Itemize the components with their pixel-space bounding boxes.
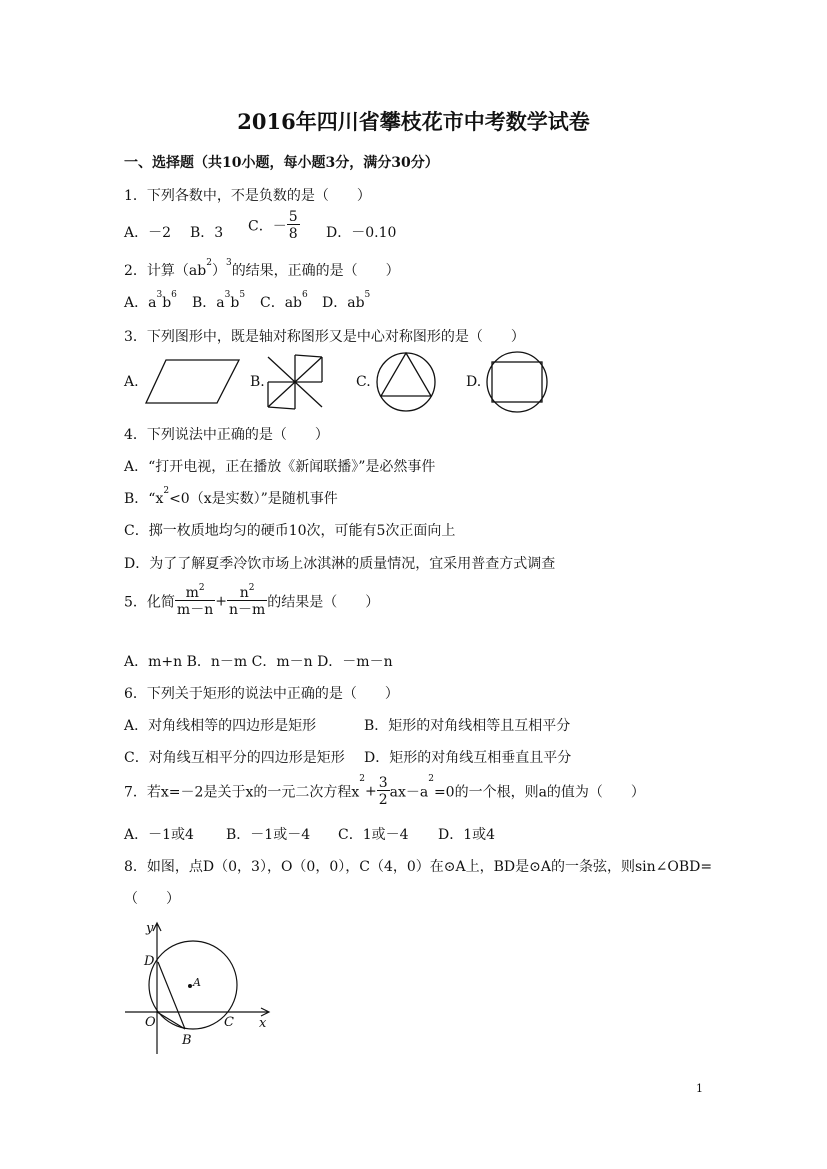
q7-option-d: D．1或4	[438, 827, 496, 843]
q6-option-b: B．矩形的对角线相等且互相平分	[364, 718, 571, 734]
q5-f1-num	[175, 583, 215, 601]
q1-fraction	[287, 210, 300, 241]
q2-d-sup: 5	[364, 290, 371, 300]
q4-option-b	[124, 488, 338, 508]
q3-figure-circle-triangle	[374, 350, 438, 414]
q8-label-b: B	[182, 1033, 192, 1048]
q5-stem	[124, 583, 380, 618]
q4-option-c: C．掷一枚质地均匀的硬币10次，可能有5次正面向上	[124, 523, 456, 539]
q3-figure-parallelogram	[142, 357, 242, 407]
q7-sup1: 2	[359, 774, 365, 784]
page-title: 2016年四川省攀枝花市中考数学试卷	[237, 109, 590, 134]
section-heading: 一、选择题（共10小题，每小题3分，满分30分）	[124, 155, 439, 171]
q5-stem-pre: 5．化简	[124, 594, 175, 611]
page-number: 1	[696, 1082, 703, 1095]
q1-option-c-prefix: C．－	[248, 218, 287, 235]
q4-option-a: A．“打开电视，正在播放《新闻联播》”是必然事件	[124, 459, 436, 475]
q6-option-c: C．对角线互相平分的四边形是矩形	[124, 750, 345, 766]
q2-d-base: D．ab	[322, 295, 365, 311]
q5-stem-post: 的结果是（ ）	[267, 594, 380, 611]
q7-frac-den: 2	[378, 792, 388, 808]
q5-fraction-1	[175, 583, 215, 618]
q6-option-a: A．对角线相等的四边形是矩形	[124, 718, 317, 734]
q2-option-b	[192, 292, 245, 312]
q1-stem: 1．下列各数中，不是负数的是（ ）	[124, 188, 371, 204]
q3-stem: 3．下列图形中，既是轴对称图形又是中心对称图形的是（ ）	[124, 329, 525, 345]
q1-option-d: D．－0.10	[326, 225, 397, 241]
q7-sup2: 2	[428, 774, 434, 784]
q8-center-dot	[188, 984, 192, 988]
q1-option-a: A．－2	[124, 225, 172, 241]
q5-f2-num-base: n	[239, 585, 249, 601]
q2-a-sup2: 6	[171, 290, 177, 300]
q8-figure	[120, 914, 280, 1064]
q5-f2-den: n－m	[228, 602, 266, 618]
q8-chord-db	[158, 962, 185, 1029]
q8-label-c: C	[224, 1015, 234, 1030]
q8-segment-ob	[157, 1012, 185, 1029]
q4-option-d: D．为了了解夏季冷饮市场上冰淇淋的质量情况，宜采用普查方式调查	[124, 556, 556, 572]
q2-stem-pre: 2．计算（ab	[124, 263, 207, 279]
q4-stem: 4．下列说法中正确的是（ ）	[124, 427, 329, 443]
q1-fraction-num: 5	[288, 209, 298, 225]
q3-figure-circle-rectangle	[484, 350, 550, 414]
q2-b-sup2: 5	[239, 290, 246, 300]
q2-stem-sup1: 2	[206, 258, 212, 268]
q5-options: A．m+n B．n－m C．m－n D．－m－n	[124, 654, 393, 670]
q7-option-a: A．－1或4	[124, 827, 194, 843]
q7-stem	[124, 776, 645, 807]
q8-stem-line2: （ ）	[124, 891, 180, 907]
q7-option-c: C．1或－4	[338, 827, 409, 843]
q2-c-sup: 6	[302, 290, 308, 300]
q2-a-sup1: 3	[156, 290, 163, 300]
q3-label-a: A.	[124, 374, 139, 390]
q5-f2-num	[227, 583, 267, 601]
q1-fraction-den: 8	[288, 226, 298, 242]
q1-option-c	[248, 210, 300, 241]
q2-option-c	[260, 292, 308, 312]
q8-label-y: y	[146, 921, 154, 936]
q7-plus: +	[364, 783, 377, 800]
q1-option-b: B．3	[190, 225, 224, 241]
q2-stem-mid: ）	[211, 263, 226, 279]
q4-b-sup: 2	[163, 486, 170, 496]
q8-label-d: D	[144, 954, 155, 969]
q7-frac-num: 3	[378, 775, 388, 791]
q8-label-a: A	[193, 976, 201, 989]
q2-option-a	[124, 292, 177, 312]
q3-label-c: C.	[356, 374, 371, 390]
q6-option-d: D．矩形的对角线互相垂直且平分	[364, 750, 572, 766]
q4-b-pre: B．“x	[124, 491, 164, 507]
q8-stem-line1: 8．如图，点D（0，3），O（0，0），C（4，0）在⊙A上，BD是⊙A的一条弦，则sin∠OBD=	[124, 859, 713, 875]
q2-b-mid: b	[230, 295, 240, 311]
q5-f1-den: m－n	[176, 602, 214, 618]
q3-label-d: D.	[466, 374, 482, 390]
q7-stem-pre: 7．若x=－2是关于x的一元二次方程x	[124, 784, 360, 801]
q3-label-b: B.	[250, 374, 265, 390]
q5-plus: +	[215, 593, 227, 610]
q2-b-base: B．a	[192, 295, 225, 311]
q8-label-x: x	[259, 1016, 267, 1031]
q2-a-mid: b	[162, 295, 172, 311]
q2-a-base: A．a	[124, 295, 157, 311]
q7-stem-post: =0的一个根，则a的值为（ ）	[433, 784, 645, 801]
q7-fraction	[377, 776, 390, 807]
q5-f2-num-sup: 2	[248, 583, 255, 593]
q2-stem-post: 的结果，正确的是（ ）	[231, 263, 400, 279]
q2-stem	[124, 260, 400, 280]
q5-f1-num-sup: 2	[198, 583, 205, 593]
q3-figure-pinwheel	[264, 352, 326, 412]
q8-label-o: O	[145, 1015, 156, 1030]
q7-option-b: B．－1或－4	[226, 827, 311, 843]
q2-b-sup1: 3	[224, 290, 231, 300]
q5-fraction-2	[227, 583, 267, 618]
q2-option-d	[322, 292, 370, 312]
q2-stem-sup2: 3	[225, 258, 232, 268]
q6-stem: 6．下列关于矩形的说法中正确的是（ ）	[124, 686, 399, 702]
q5-f1-num-base: m	[185, 585, 199, 601]
q2-c-base: C．ab	[260, 295, 303, 311]
q4-b-post: <0（x是实数）”是随机事件	[169, 491, 338, 507]
q7-stem-mid: ax－a	[389, 784, 429, 801]
